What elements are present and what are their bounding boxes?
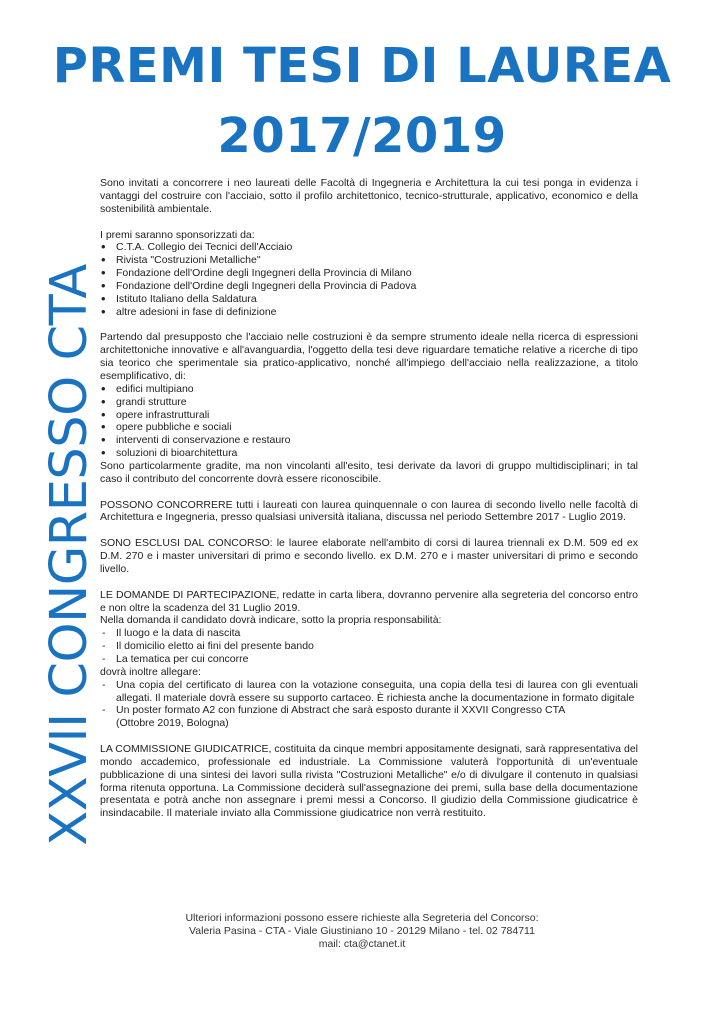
applications-attach-list [100,679,638,718]
eligibility-paragraph: POSSONO CONCORRERE tutti i laureati con laurea quinquennale o con laurea di secondo livello nelle facoltà di Architettura e Ingegneria, presso qualsiasi università italiana, discussa nel periodo Settembre 2017 - Luglio 2019. [100,498,638,524]
footer-email: mail: cta@ctanet.it [318,938,406,950]
applications-indicate-lead: Nella domanda il candidato dovrà indicare, sotto la propria responsabilità: [100,614,442,627]
list-item: - Il luogo e la data di nascita [100,627,638,640]
page-title: PREMI TESI DI LAUREA [52,38,672,94]
sponsors-lead: I premi saranno sponsorizzati da: [100,228,255,241]
exclusions-paragraph: SONO ESCLUSI DAL CONCORSO: le lauree elaborate nell'ambito di corsi di laurea triennali ex D.M. 509 ed ex D.M. 270 e i master universitari di primo e secondo livello. ex D.M. 270 e i master universitari di primo e secondo livello. [100,537,638,575]
footer-line: Valeria Pasina - CTA - Viale Giustiniano 10 - 20129 Milano - tel. 02 784711 [189,925,535,937]
list-item: • grandi strutture [100,396,638,409]
applications-attach-note: (Ottobre 2019, Bologna) [116,717,229,730]
applications-indicate-list [100,627,638,666]
footer-line: Ulteriori informazioni possono essere richieste alla Segreteria del Concorso: [185,912,539,924]
topics-lead: Partendo dal presupposto che l'acciaio nelle costruzioni è da sempre strumento ideale nella ricerca di espressioni architettoniche innovative e all'avanguardia, l'oggetto della tesi deve riguardare tematiche relative a ricerche di tipo sia teorico che sperimentale sia pratico-applicativo, nonché all'impiego dell'acciaio nella realizzazione, a titolo esemplificativo, di: [100,331,638,382]
page-title-years: 2017/2019 [217,108,507,164]
intro-paragraph: Sono invitati a concorrere i neo laureati delle Facoltà di Ingegneria e Architettura la cui tesi ponga in evidenza i vantaggi del costruire con l'acciaio, sotto il profilo architettonico, tecnico-strutturale, applicativo, economico e della sostenibilità ambientale. [100,177,638,215]
list-item: • opere pubbliche e sociali [100,421,638,434]
announcement-body [100,177,638,820]
list-item: - Un poster formato A2 con funzione di Abstract che sarà esposto durante il XXVII Congresso CTA [100,704,638,717]
topics-list [100,383,638,460]
list-item: • Fondazione dell'Ordine degli Ingegneri della Provincia di Padova [100,280,638,293]
applications-attach-lead: dovrà inoltre allegare: [100,665,201,678]
side-congress-title: XXVII CONGRESSO CTA [40,264,99,846]
list-item: • opere infrastrutturali [100,409,638,422]
topics-note: Sono particolarmente gradite, ma non vincolanti all'esito, tesi derivate da lavori di gruppo multidisciplinari; in tal caso il contributo del concorrente dovrà essere riconoscibile. [100,459,638,485]
list-item: • soluzioni di bioarchitettura [100,447,638,460]
list-item: • Istituto Italiano della Saldatura [100,293,638,306]
list-item: • Rivista "Costruzioni Metalliche" [100,254,638,267]
list-item: • Fondazione dell'Ordine degli Ingegneri della Provincia di Milano [100,267,638,280]
list-item: • edifici multipiano [100,383,638,396]
list-item: - La tematica per cui concorre [100,653,638,666]
commission-paragraph: LA COMMISSIONE GIUDICATRICE, costituita da cinque membri appositamente designati, sarà rappresentativa del mondo accademico, professionale ed industriale. La Commissione valuterà l'opportunità di un'eventuale pubblicazione di una sintesi dei lavori sulla rivista "Costruzioni Metalliche" e/o di divulgare il contenuto in qualsiasi forma ritenuta opportuna. La Commissione deciderà sull'assegnazione dei premi, sulla base della documentazione presentata e potrà anche non assegnare i premi messi a Concorso. Il giudizio della Commissione giudicatrice è insindacabile. Il materiale inviato alla Commissione giudicatrice non verrà restituito. [100,743,638,820]
list-item: - Il domicilio eletto ai fini del presente bando [100,640,638,653]
list-item: - Una copia del certificato di laurea con la votazione conseguita, una copia della tesi di laurea con gli eventuali allegati. Il materiale dovrà essere su supporto cartaceo. È richiesta anche la documentazione in formato digitale [100,679,638,705]
list-item: • interventi di conservazione e restauro [100,434,638,447]
list-item: • altre adesioni in fase di definizione [100,306,638,319]
list-item: • C.T.A. Collegio dei Tecnici dell'Acciaio [100,241,638,254]
sponsors-list [100,241,638,318]
applications-paragraph: LE DOMANDE DI PARTECIPAZIONE, redatte in carta libera, dovranno pervenire alla segreteria del concorso entro e non oltre la scadenza del 31 Luglio 2019. [100,588,638,614]
contact-footer [0,912,724,951]
